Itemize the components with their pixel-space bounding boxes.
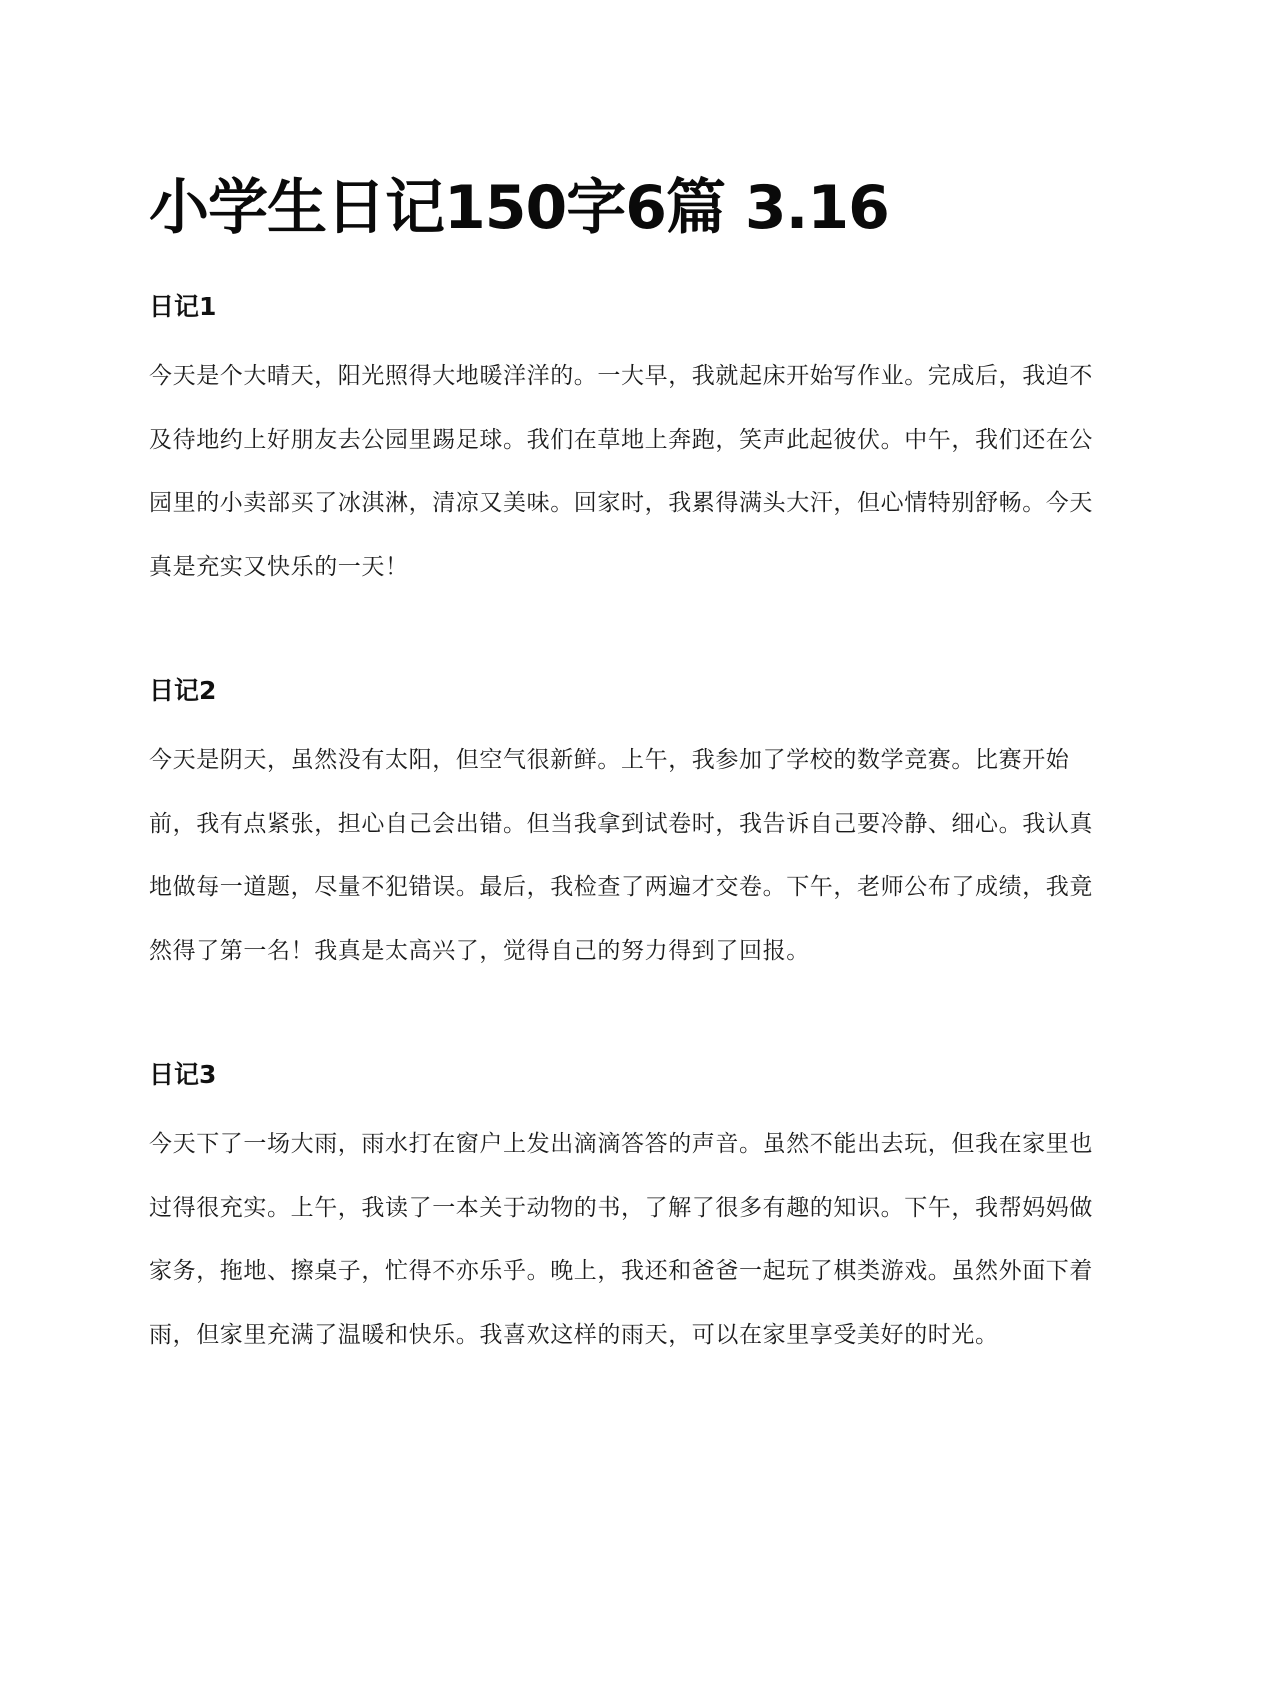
section-body [149,729,1139,983]
body-line: 雨，但家里充满了温暖和快乐。我喜欢这样的雨天，可以在家里享受美好的时光。 [149,1321,999,1348]
diary-section-1 [149,290,1139,599]
document-title: 小学生日记150字6篇 3.16 [149,173,889,243]
body-line: 然得了第一名！我真是太高兴了，觉得自己的努力得到了回报。 [149,937,810,964]
section-body [149,1113,1139,1367]
diary-section-2 [149,674,1139,983]
body-line: 今天是阴天，虽然没有太阳，但空气很新鲜。上午，我参加了学校的数学竞赛。比赛开始 [149,747,1070,773]
section-heading: 日记1 [149,292,217,321]
body-line: 前，我有点紧张，担心自己会出错。但当我拿到试卷时，我告诉自己要冷静、细心。我认真 [149,810,1093,837]
body-line: 今天是个大晴天，阳光照得大地暖洋洋的。一大早，我就起床开始写作业。完成后，我迫不 [149,363,1093,389]
body-line: 过得很充实。上午，我读了一本关于动物的书，了解了很多有趣的知识。下午，我帮妈妈做 [149,1194,1093,1221]
section-heading: 日记2 [149,676,217,705]
body-line: 家务，拖地、擦桌子，忙得不亦乐乎。晚上，我还和爸爸一起玩了棋类游戏。虽然外面下着 [149,1258,1093,1284]
body-line: 及待地约上好朋友去公园里踢足球。我们在草地上奔跑，笑声此起彼伏。中午，我们还在公 [149,426,1093,453]
body-line: 今天下了一场大雨，雨水打在窗户上发出滴滴答答的声音。虽然不能出去玩，但我在家里也 [149,1131,1093,1157]
body-line: 地做每一道题，尽量不犯错误。最后，我检查了两遍才交卷。下午，老师公布了成绩，我竟 [149,874,1093,900]
section-heading: 日记3 [149,1060,217,1089]
body-line: 园里的小卖部买了冰淇淋，清凉又美味。回家时，我累得满头大汗，但心情特别舒畅。今天 [149,490,1093,516]
section-body [149,345,1139,599]
body-line: 真是充实又快乐的一天！ [149,553,409,580]
diary-section-3 [149,1058,1139,1367]
